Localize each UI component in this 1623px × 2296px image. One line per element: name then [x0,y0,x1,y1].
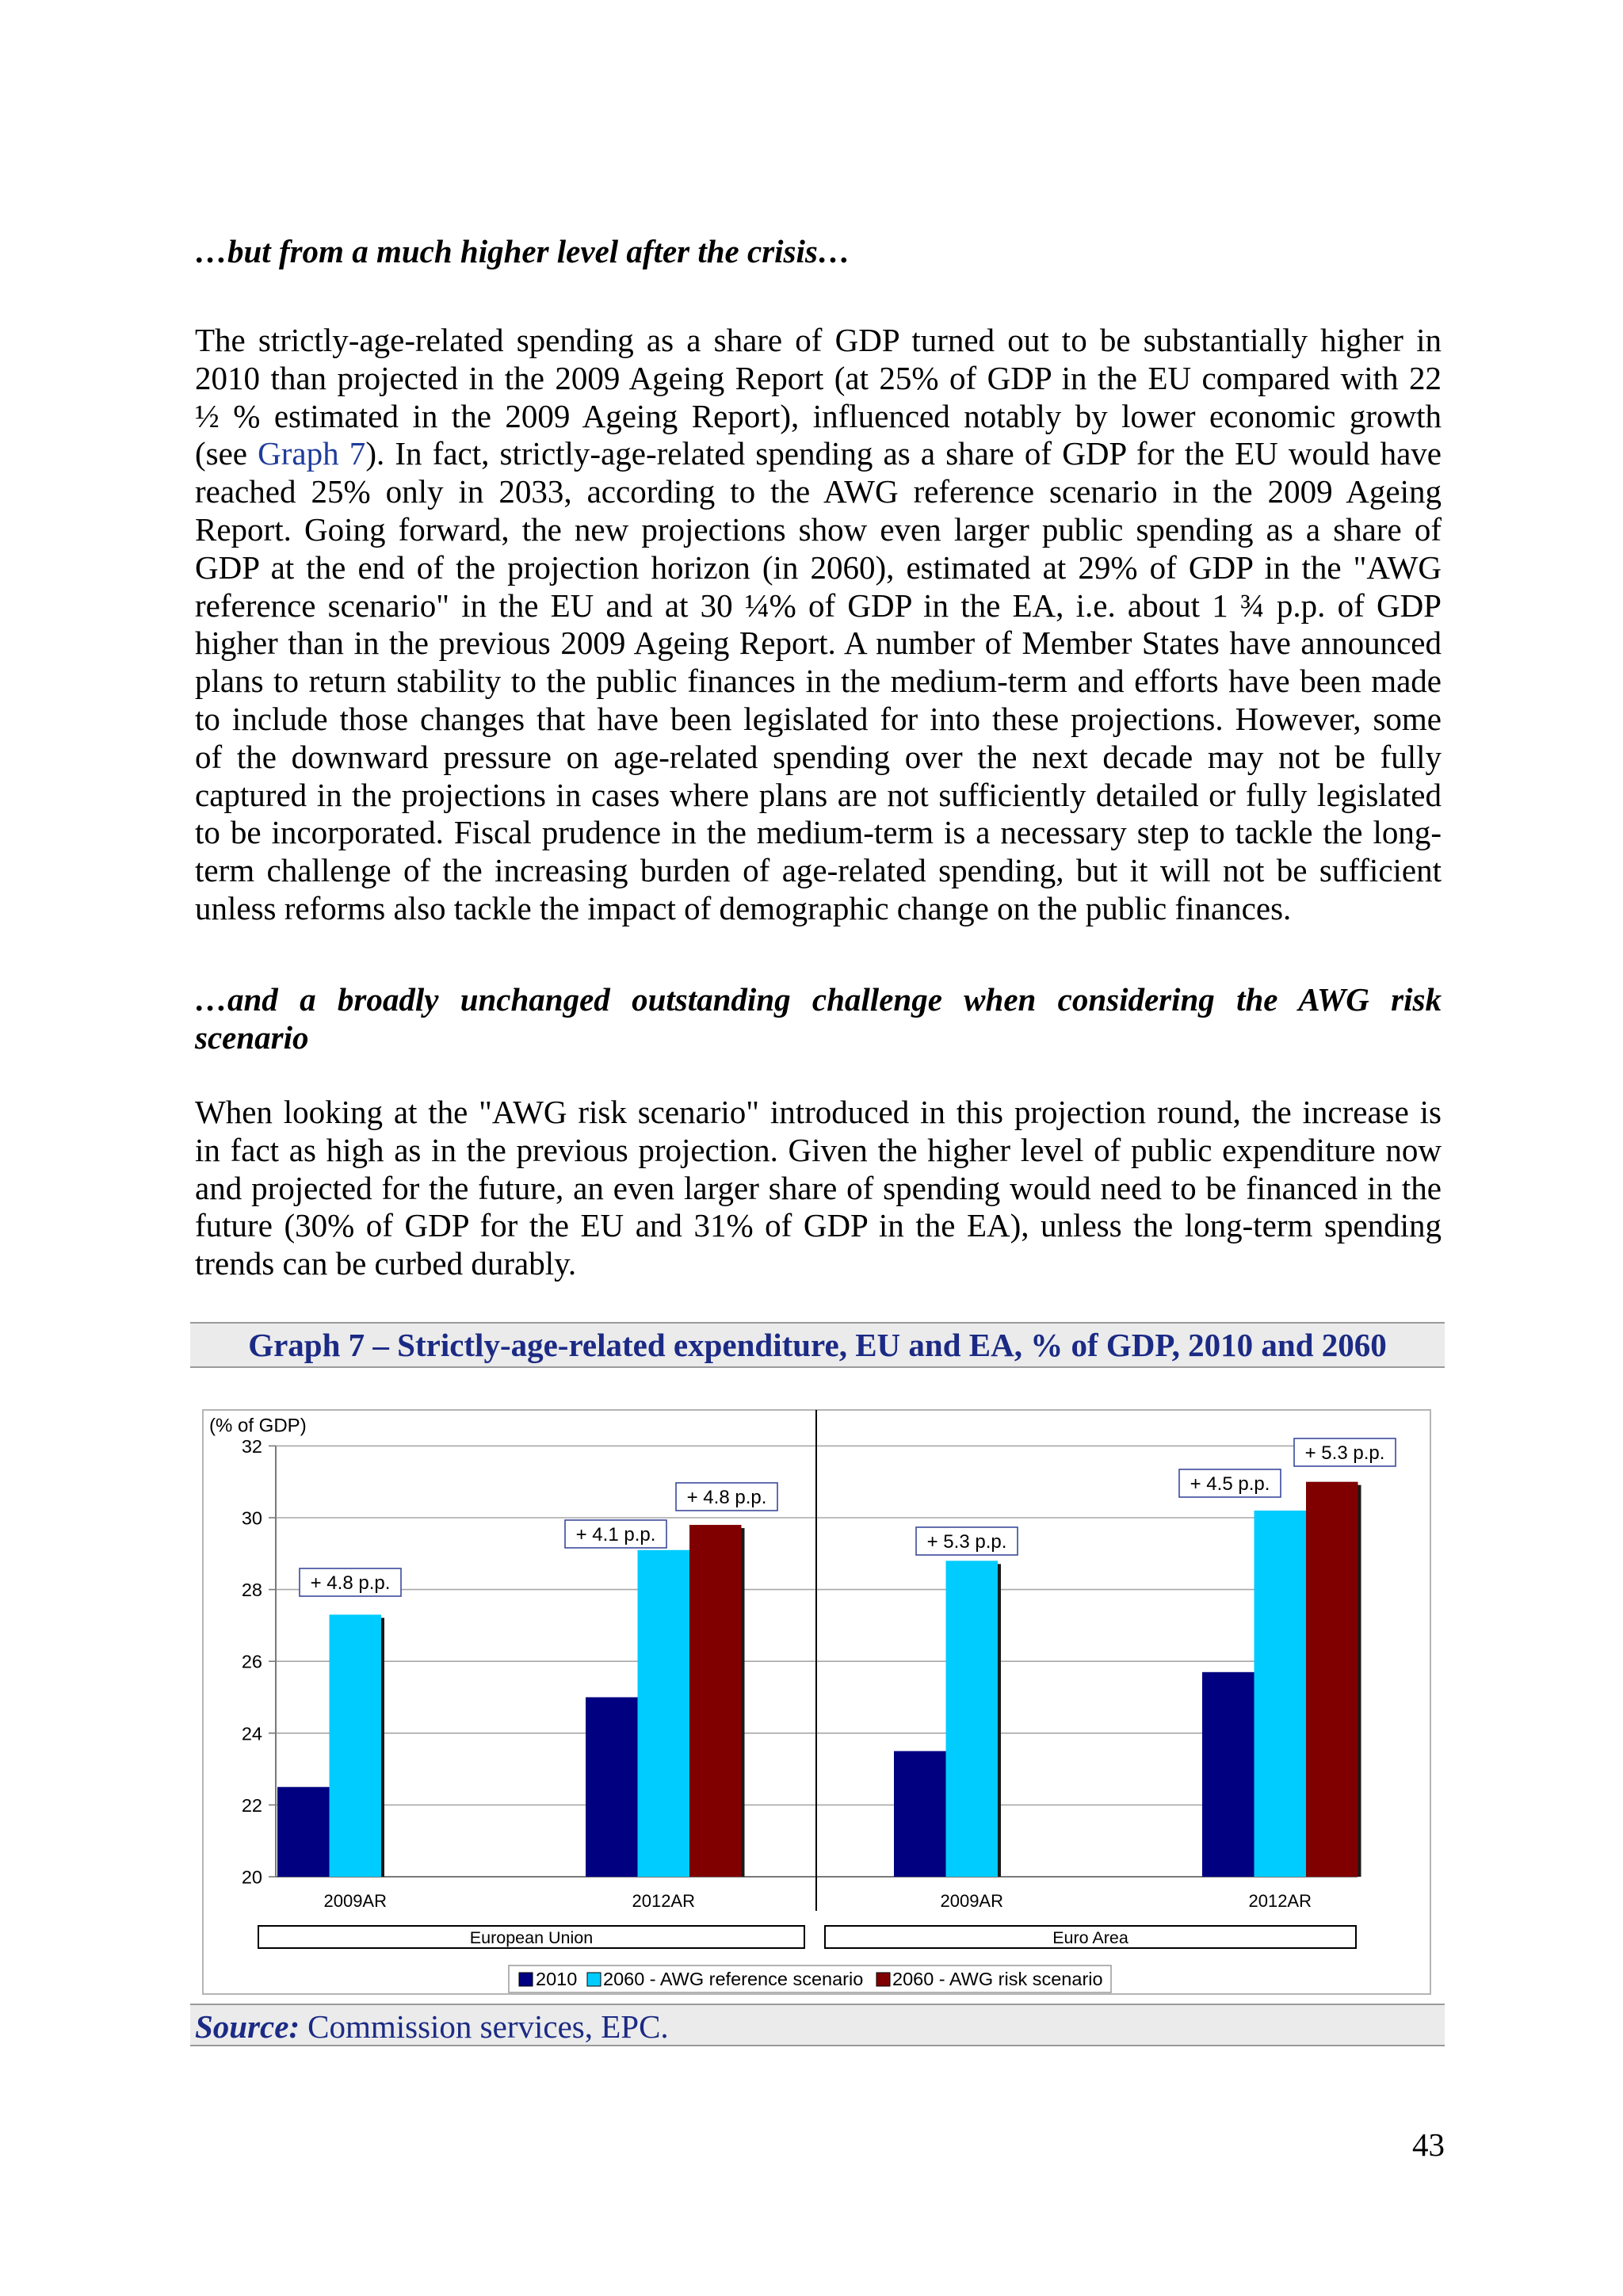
source-text: Commission services, EPC. [307,2008,669,2045]
graph-7-link[interactable]: Graph 7 [258,435,366,472]
section1-heading-block [195,233,1442,271]
annotation-label: + 5.3 p.p. [1304,1442,1385,1464]
paragraph-line: Report. Going forward, the new projections show even larger public spending as a share of [195,510,1442,548]
source-note [190,2004,1445,2046]
annotation-label: + 4.8 p.p. [686,1487,767,1508]
annotation-label: + 5.3 p.p. [926,1531,1007,1553]
paragraph-line: reached 25% only in 2033, according to the AWG reference scenario in the 2009 Ageing [195,473,1442,510]
legend-swatch-2010 [519,1973,533,1986]
x-category-label: 2009AR [323,1891,388,1911]
paragraph-line: in fact as high as in the previous projection. Given the higher level of public expenditure now [195,1131,1442,1168]
y-tick-label: 20 [241,1866,262,1888]
paragraph-text: (see [195,435,258,472]
bar-european-union-2012ar-2010 [586,1698,638,1878]
x-category-label: 2012AR [632,1891,696,1911]
y-tick-label: 26 [241,1651,262,1672]
section2-heading [195,981,1442,1057]
y-tick-label: 32 [241,1435,262,1457]
y-tick-label: 24 [241,1723,262,1744]
paragraph-line: unless reforms also tackle the impact of demographic change on the public finances. [195,889,1292,926]
paragraph-line: When looking at the "AWG risk scenario" introduced in this projection round, the increase is [195,1094,1442,1130]
paragraph-line: The strictly-age-related spending as a share of GDP turned out to be substantially higher in [195,322,1442,358]
paragraph-line: term challenge of the increasing burden of age-related spending, but it will not be sufficient [195,852,1442,889]
paragraph-line: to include those changes that have been legislated for into these projections. However, some [195,700,1442,737]
paragraph-line: trends can be curbed durably. [195,1245,577,1282]
legend-swatch-2060-awg-risk-scenario [876,1973,890,1986]
source-label: Source: [195,2008,300,2045]
section2-paragraph [195,1094,1442,1283]
bar-european-union-2009ar-2010 [277,1787,330,1877]
y-tick-label: 28 [241,1580,262,1601]
paragraph-line: 2010 than projected in the 2009 Ageing Report (at 25% of GDP in the EU compared with 22 [195,359,1442,396]
group-label-euro-area: Euro Area [1052,1928,1128,1947]
paragraph-line: higher than in the previous 2009 Ageing Report. A number of Member States have announced [195,625,1442,662]
section1-heading: …but from a much higher level after the crisis… [195,233,850,269]
x-category-label: 2009AR [940,1891,1004,1911]
bar-european-union-2009ar-2060-awg-reference-scenario [330,1614,382,1877]
paragraph-line: captured in the projections in cases where plans are not sufficiently detailed or fully legislated [195,776,1442,813]
group-label-european-union: European Union [469,1928,594,1947]
section2-heading-line: scenario [195,1018,309,1056]
bar-european-union-2012ar-2060-awg-reference-scenario [638,1550,690,1877]
chart [202,1409,1431,1995]
page-number: 43 [1412,2126,1445,2163]
bar-european-union-2012ar-2060-awg-risk-scenario [689,1525,742,1877]
paragraph-text: ). In fact, strictly-age-related spending as a share of GDP for the EU would have [365,435,1442,472]
paragraph-line [195,435,1442,473]
paragraph-line: ½ % estimated in the 2009 Ageing Report), influenced notably by lower economic growth [195,397,1442,434]
paragraph-line: plans to return stability to the public finances in the medium-term and efforts have been made [195,663,1442,700]
bar-euro-area-2012ar-2010 [1202,1672,1254,1877]
y-tick-label: 30 [241,1507,262,1529]
section1-paragraph [195,322,1442,928]
paragraph-line: GDP at the end of the projection horizon (in 2060), estimated at 29% of GDP in the "AWG [195,548,1442,586]
bar-euro-area-2009ar-2060-awg-reference-scenario [946,1561,999,1877]
paragraph-line: to be incorporated. Fiscal prudence in the medium-term is a necessary step to tackle the long- [195,814,1442,851]
paragraph-line: and projected for the future, an even larger share of spending would need to be financed in the [195,1169,1442,1206]
bar-euro-area-2012ar-2060-awg-reference-scenario [1254,1511,1307,1877]
legend-label-2060-awg-reference-scenario: 2060 - AWG reference scenario [603,1969,864,1989]
section2-heading-line: …and a broadly unchanged outstanding challenge when considering the AWG risk [195,981,1442,1018]
legend-swatch-2060-awg-reference-scenario [587,1973,601,1986]
y-axis-title: (% of GDP) [209,1415,307,1437]
bar-euro-area-2012ar-2060-awg-risk-scenario [1306,1482,1358,1877]
bar-euro-area-2009ar-2010 [894,1751,946,1877]
y-tick-label: 22 [241,1794,262,1816]
annotation-label: + 4.5 p.p. [1190,1473,1270,1495]
legend-label-2010: 2010 [536,1969,578,1989]
graph-title: Graph 7 – Strictly-age-related expenditure, EU and EA, % of GDP, 2010 and 2060 [190,1322,1445,1368]
paragraph-line: future (30% of GDP for the EU and 31% of GDP in the EA), unless the long-term spending [195,1207,1442,1244]
paragraph-line: reference scenario" in the EU and at 30 ¼% of GDP in the EA, i.e. about 1 ¾ p.p. of GDP [195,586,1442,624]
annotation-label: + 4.1 p.p. [575,1524,656,1545]
paragraph-line: of the downward pressure on age-related spending over the next decade may not be fully [195,738,1442,775]
x-category-label: 2012AR [1248,1891,1312,1911]
legend-label-2060-awg-risk-scenario: 2060 - AWG risk scenario [892,1969,1103,1989]
annotation-label: + 4.8 p.p. [310,1572,391,1594]
